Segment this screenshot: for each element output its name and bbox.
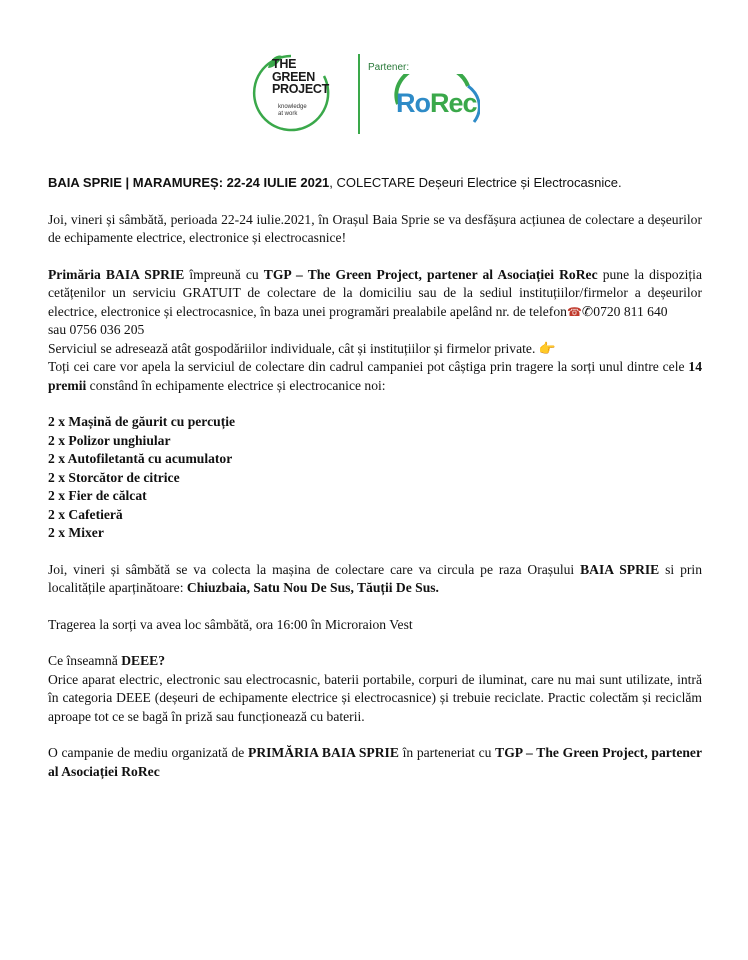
closing-text-1: O campanie de mediu organizată de <box>48 745 249 760</box>
prize-item: 2 x Storcător de citrice <box>48 469 180 485</box>
tgp-logo <box>248 50 334 136</box>
partners-bold-1: Primăria BAIA SPRIE <box>48 266 185 282</box>
prize-item: 2 x Autofiletantă cu acumulator <box>48 451 233 466</box>
prizes-intro-text-2: constând în echipamente electrice și electrocanice noi: <box>86 377 386 393</box>
deee-question-text: Ce înseamnă <box>48 653 122 668</box>
tgp-wordmark <box>272 58 329 96</box>
prize-item: 2 x Mixer <box>48 525 104 540</box>
partener-label: Partener: <box>368 62 410 73</box>
tgp-tagline <box>278 104 307 117</box>
deee-question <box>48 652 702 671</box>
deee-question-bold: DEEE? <box>121 653 166 668</box>
logo-divider <box>358 54 360 134</box>
rorec-wordmark <box>396 88 477 119</box>
draw-paragraph: Tragerea la sorți va avea loc sâmbătă, ora 16:00 în Microraion Vest <box>48 616 413 632</box>
collection-bold-2: Chiuzbaia, Satu Nou De Sus, Tăuții De Sus. <box>186 580 439 595</box>
closing-text-2: în parteneriat cu <box>398 745 496 760</box>
prize-list <box>48 413 702 543</box>
partners-text-2: pune la dispoziția cetățenilor un serviciu GRATUIT de colectare de la domiciliu sau de la sediul instituțiilor/firmelor a deșeurilor electrice, electronice și electrocasnice, în baza unei programări prealabile apelând nr. de telefon <box>48 266 702 319</box>
logos <box>248 50 488 136</box>
pointing-hand-icon: 👉 <box>538 340 556 356</box>
prize-item: 2 x Mașină de găurit cu percuție <box>48 414 236 429</box>
rorec-rec: Rec <box>430 88 477 118</box>
collection-text-2: si prin localitățile aparținătoare: <box>48 561 702 595</box>
partners-text-3: sau 0756 036 205 <box>48 322 145 337</box>
closing-paragraph <box>48 744 702 781</box>
prizes-count: 14 premii <box>48 359 702 393</box>
service-text: Serviciul se adresează atât gospodăriilor individuale, cât și instituțiilor și firmelor private. <box>48 340 536 356</box>
intro-paragraph: Joi, vineri și sâmbătă, perioada 22-24 iulie.2021, în Orașul Baia Sprie se va desfășura acțiunea de colectare a deșeurilor de echipamente electrice, electronice și electrocasnice! <box>48 211 702 245</box>
collection-paragraph <box>48 561 702 598</box>
prize-item: 2 x Cafetieră <box>48 506 123 522</box>
tgp-tagline-2: at work <box>278 110 298 117</box>
tgp-line-1: THE <box>272 57 297 71</box>
partners-text-1: împreună cu <box>184 266 264 282</box>
deee-paragraph: Orice aparat electric, electronic sau electrocasnic, baterii portabile, corpuri de iluminat, care nu mai sunt utilizate, intră în categoria DEEE (deșeuri de echipamente electrice și electrocasnice) și trebuie reciclate. Practic colectăm și reciclăm aproape tot ce se bagă în priză sau funcționează cu baterii. <box>48 671 702 724</box>
partners-paragraph <box>48 266 702 340</box>
document-body <box>48 174 702 781</box>
collection-bold-1: BAIA SPRIE <box>580 561 660 577</box>
collection-text-1: Joi, vineri și sâmbătă se va colecta la mașina de colectare care va circula pe raza Orașului <box>48 561 581 577</box>
tgp-line-3: PROJECT <box>272 82 329 96</box>
rorec-ro: Ro <box>396 88 430 118</box>
title-bold: BAIA SPRIE | MARAMUREȘ: 22-24 IULIE 2021 <box>48 175 330 190</box>
phone-number-1: 0720 811 640 <box>593 303 668 319</box>
document-title <box>48 174 702 193</box>
closing-bold-1: PRIMĂRIA BAIA SPRIE <box>248 745 399 760</box>
prize-item: 2 x Fier de călcat <box>48 488 147 503</box>
prizes-intro-paragraph <box>48 358 702 395</box>
handset-icon: ✆ <box>581 303 594 319</box>
partners-bold-2: TGP – The Green Project, partener al Asociației RoRec <box>263 266 598 282</box>
tgp-line-2: GREEN <box>272 69 315 84</box>
closing-bold-2: TGP – The Green Project, partener al Asociației RoRec <box>48 745 702 779</box>
title-rest: , COLECTARE Deșeuri Electrice și Electrocasnice. <box>329 175 622 190</box>
prize-item: 2 x Polizor unghiular <box>48 432 171 448</box>
service-paragraph <box>48 340 702 359</box>
prizes-intro-text-1: Toți cei care vor apela la serviciul de colectare din cadrul campaniei pot câștiga prin tragere la sorți unul dintre cele <box>48 359 689 374</box>
tgp-tagline-1: knowledge <box>278 104 307 110</box>
telephone-icon: ☎ <box>566 304 582 319</box>
